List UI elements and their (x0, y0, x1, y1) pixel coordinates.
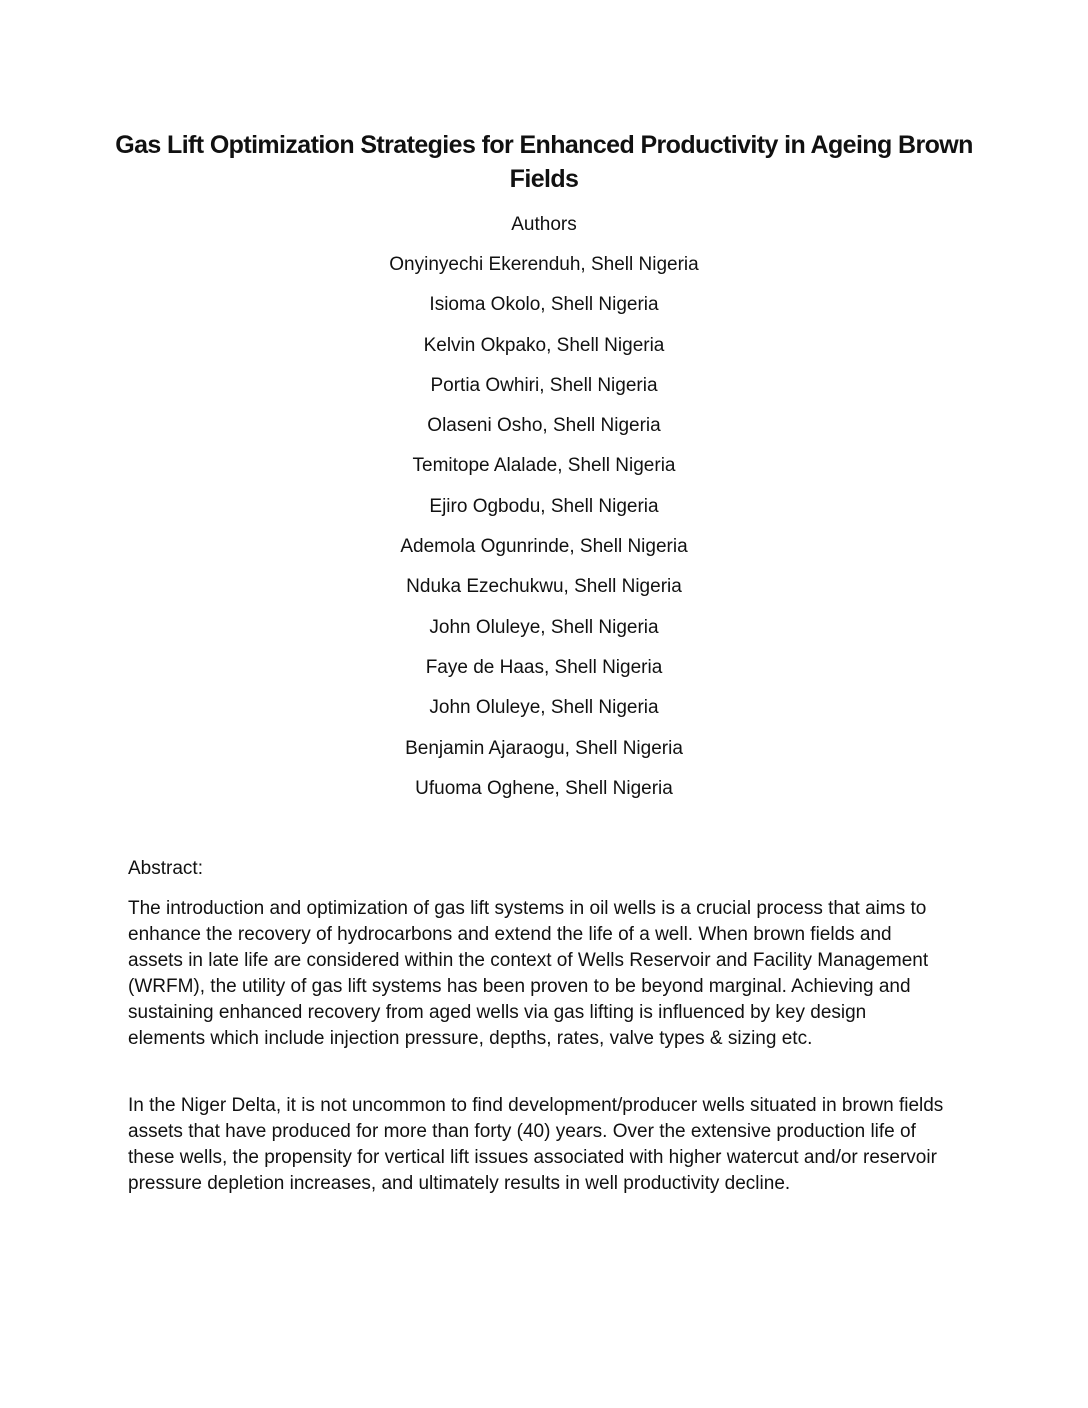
author-entry: John Oluleye, Shell Nigeria (429, 616, 659, 638)
paper-title: Gas Lift Optimization Strategies for Enhanced Productivity in Ageing Brown Fields (115, 131, 973, 193)
author-entry: Olaseni Osho, Shell Nigeria (427, 415, 661, 437)
author-entry: Portia Owhiri, Shell Nigeria (430, 374, 658, 396)
authors-heading: Authors (511, 214, 577, 235)
author-list (0, 253, 1088, 817)
abstract-paragraph: The introduction and optimization of gas lift systems in oil wells is a crucial process that aims to enhance the recovery of hydrocarbons and extend the life of a well. When brown fields and assets in late life are considered within the context of Wells Reservoir and Facility Management (WRFM), the utility of gas lift systems has been proven to be beyond marginal. Achieving and sustaining enhanced recovery from aged wells via gas lifting is influenced by key design elements which include injection pressure, depths, rates, valve types & sizing etc. (128, 898, 929, 1049)
author-entry: Ufuoma Oghene, Shell Nigeria (415, 777, 673, 799)
author-entry: Ademola Ogunrinde, Shell Nigeria (400, 536, 688, 558)
author-entry: Kelvin Okpako, Shell Nigeria (423, 334, 665, 356)
abstract-paragraph: In the Niger Delta, it is not uncommon to find development/producer wells situated in brown fields assets that have produced for more than forty (40) years. Over the extensive production life of these wells, the propensity for vertical lift issues associated with higher watercut and/or reservoir pressure depletion increases, and ultimately results in well productivity decline. (128, 1095, 944, 1194)
author-entry: Temitope Alalade, Shell Nigeria (412, 455, 676, 477)
author-entry: Isioma Okolo, Shell Nigeria (429, 294, 659, 316)
author-entry: Onyinyechi Ekerenduh, Shell Nigeria (389, 254, 699, 275)
abstract-label: Abstract: (128, 858, 203, 879)
author-entry: Faye de Haas, Shell Nigeria (425, 656, 663, 678)
author-entry: Nduka Ezechukwu, Shell Nigeria (406, 576, 682, 598)
author-entry: John Oluleye, Shell Nigeria (429, 697, 659, 719)
author-entry: Ejiro Ogbodu, Shell Nigeria (429, 495, 659, 517)
author-entry: Benjamin Ajaraogu, Shell Nigeria (405, 737, 683, 759)
